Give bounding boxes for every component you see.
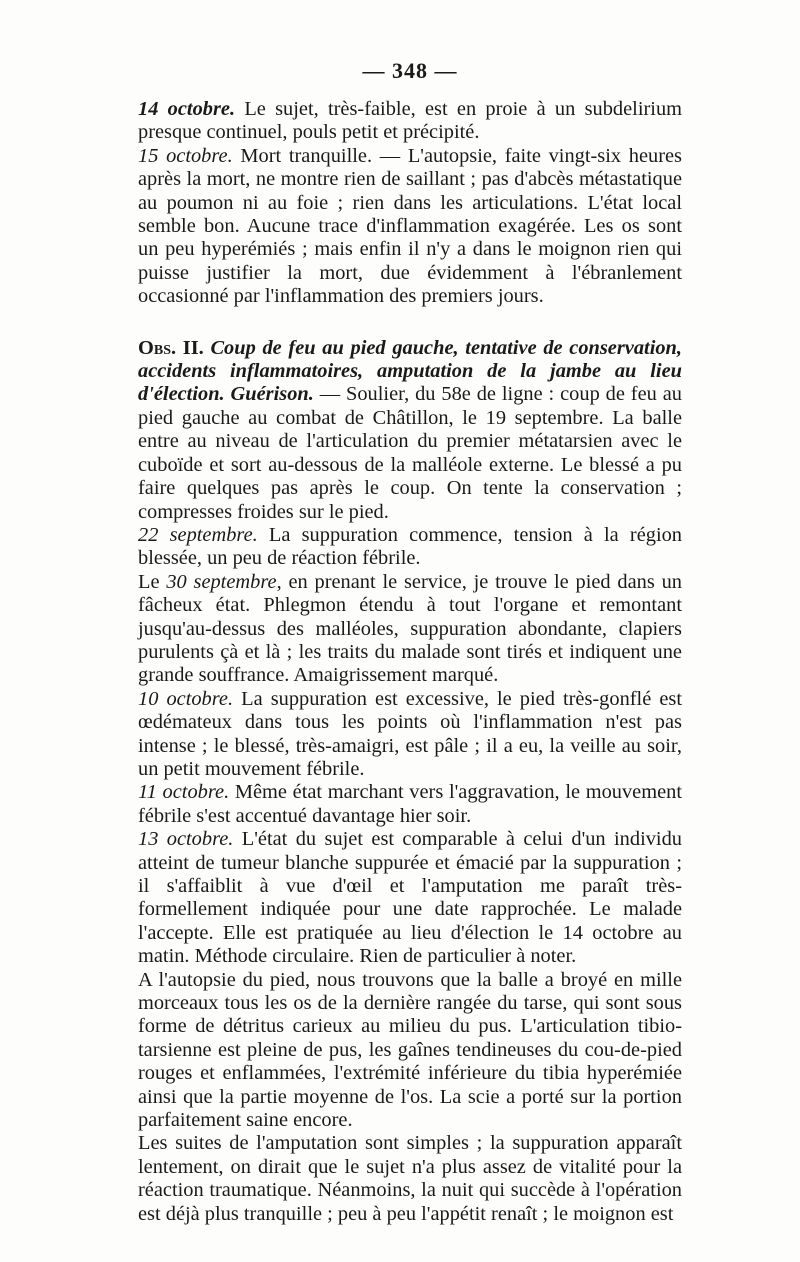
entry-text: L'état du sujet est comparable à celui d'un individu atteint de tumeur blanche suppurée et émacié par la suppuration ; il s'affaiblit à vue d'œil et l'amputation me paraît très-formellement indiquée pour une date rapprochée. Le malade l'accepte. Elle est pratiquée au lieu d'élection le 14 octobre au matin. Méthode circulaire. Rien de particulier à noter. <box>138 828 682 968</box>
entry-lead: 10 octobre. <box>138 687 234 710</box>
paragraph-15-octobre <box>138 145 682 309</box>
paragraph-lead: 14 octobre. <box>138 98 236 120</box>
entry-lead: 11 octobre. <box>138 781 230 804</box>
observation-heading <box>138 337 682 524</box>
entry-11-octobre <box>138 781 682 828</box>
entry-prefix: Le <box>138 570 167 593</box>
section-gap <box>138 309 682 337</box>
entry-text: La suppuration commence, tension à la région blessée, un peu de réaction fébrile. <box>138 523 683 570</box>
entry-text: Les suites de l'amputation sont simples ; la suppuration apparaît lentement, on dirait que le sujet n'a plus assez de vitalité pour la réaction traumatique. Néanmoins, la nuit qui succède à l'opération est déjà plus tranquille ; peu à peu l'appétit renaît ; le moignon est <box>138 1132 682 1225</box>
paragraph-14-octobre <box>138 98 682 145</box>
entry-22-septembre <box>138 524 682 571</box>
entry-text: , en prenant le service, je trouve le pied dans un fâcheux état. Phlegmon étendu à tout l'organe et remontant jusqu'au-dessus des malléoles, suppuration abondante, clapiers purulents çà et là ; les traits du malade sont tirés et indiquent une grande souffrance. Amaigrissement marqué. <box>138 570 682 687</box>
entry-lead: 13 octobre. <box>138 828 234 851</box>
entry-text: Même état marchant vers l'aggravation, le mouvement fébrile s'est accentué davantage hier soir. <box>138 781 682 827</box>
entry-lead: 30 septembre <box>166 570 277 593</box>
entry-30-septembre <box>138 571 682 688</box>
entry-suites <box>138 1132 682 1226</box>
paragraph-lead: 15 octobre. <box>138 144 233 167</box>
observation-label: Obs. II. <box>138 336 204 359</box>
paragraph-text: Mort tranquille. — L'autopsie, faite vingt-six heures après la mort, ne montre rien de saillant ; pas d'abcès métastatique au poumon ni au foie ; rien dans les articulations. L'état local semble bon. Aucune trace d'inflammation exagérée. Les os sont un peu hyperémiés ; mais enfin il n'y a dans le moignon rien qui puisse justifier la mort, due évidemment à l'ébranlement occasionné par l'inflammation des premiers jours. <box>138 144 682 308</box>
observation-text: — Soulier, du 58e de ligne : coup de feu au pied gauche au combat de Châtillon, le 19 septembre. La balle entre au niveau de l'articulation du premier métatarsien avec le cuboïde et sort au-dessous de la malléole externe. Le blessé a pu faire quelques pas après le coup. On tente la conservation ; compresses froides sur le pied. <box>138 383 682 523</box>
entry-10-octobre <box>138 688 682 782</box>
entry-lead: 22 septembre. <box>138 523 258 546</box>
entry-autopsie <box>138 969 682 1133</box>
entry-13-octobre <box>138 828 682 968</box>
page-number: — 348 — <box>362 58 458 83</box>
paragraph-text: Le sujet, très-faible, est en proie à un subdelirium presque continuel, pouls petit et précipité. <box>138 98 682 144</box>
observation-title: Coup de feu au pied gauche, tentative de conservation, accidents inflammatoires, amputation de la jambe au lieu d'élection. Guérison. <box>138 336 682 406</box>
entry-text: La suppuration est excessive, le pied très-gonflé est œdémateux dans tous les points où l'inflammation n'est pas intense ; le blessé, très-amaigri, est pâle ; il a eu, la veille au soir, un petit mouvement fébrile. <box>138 687 682 780</box>
entry-text: A l'autopsie du pied, nous trouvons que la balle a broyé en mille morceaux tous les os de la dernière rangée du tarse, qui sont sous forme de détritus carieux au milieu du pus. L'articulation tibio-tarsienne est pleine de pus, les gaînes tendineuses du cou-de-pied rouges et enflammées, l'extrémité inférieure du tibia hyperémiée ainsi que la partie moyenne de l'os. La scie a porté sur la portion parfaitement saine encore. <box>138 968 682 1132</box>
